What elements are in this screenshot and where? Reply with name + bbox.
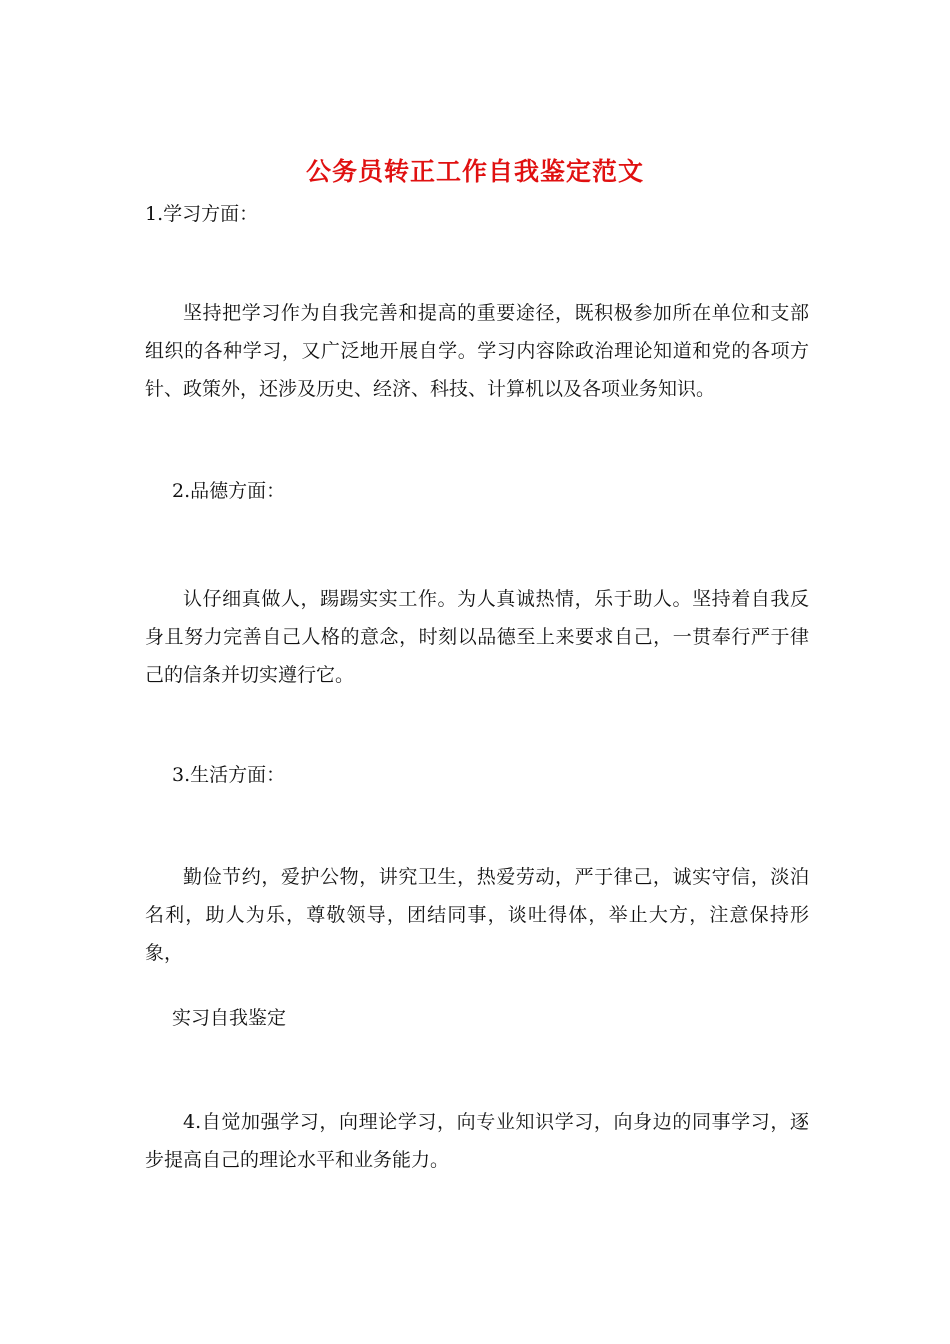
section-heading-character: 2.品德方面：: [172, 480, 286, 502]
document-title: 公务员转正工作自我鉴定范文: [305, 157, 644, 186]
section-body-life: 勤俭节约，爱护公物，讲究卫生，热爱劳动，严于律己，诚实守信，淡泊名利，助人为乐，尊敬领导，团结同事，谈吐得体，举止大方，注意保持形象，: [145, 866, 809, 964]
interlude-heading: 实习自我鉴定: [172, 1007, 287, 1029]
section-body-study: 坚持把学习作为自我完善和提高的重要途径，既积极参加所在单位和支部组织的各种学习，又广泛地开展自学。学习内容除政治理论知道和党的各项方针、政策外，还涉及历史、经济、科技、计算机以及各项业务知识。: [145, 302, 809, 400]
section-heading-life: 3.生活方面：: [172, 764, 286, 786]
item-4-paragraph: 4.自觉加强学习，向理论学习，向专业知识学习，向身边的同事学习，逐步提高自己的理论水平和业务能力。: [145, 1111, 809, 1171]
section-body-character: 认仔细真做人，踼踼实实工作。为人真诚热情，乐于助人。坚持着自我反身且努力完善自己人格的意念，时刻以品德至上来要求自己，一贯奉行严于律己的信条并切实遵行它。: [145, 588, 809, 686]
section-heading-study: 1.学习方面：: [145, 203, 259, 225]
